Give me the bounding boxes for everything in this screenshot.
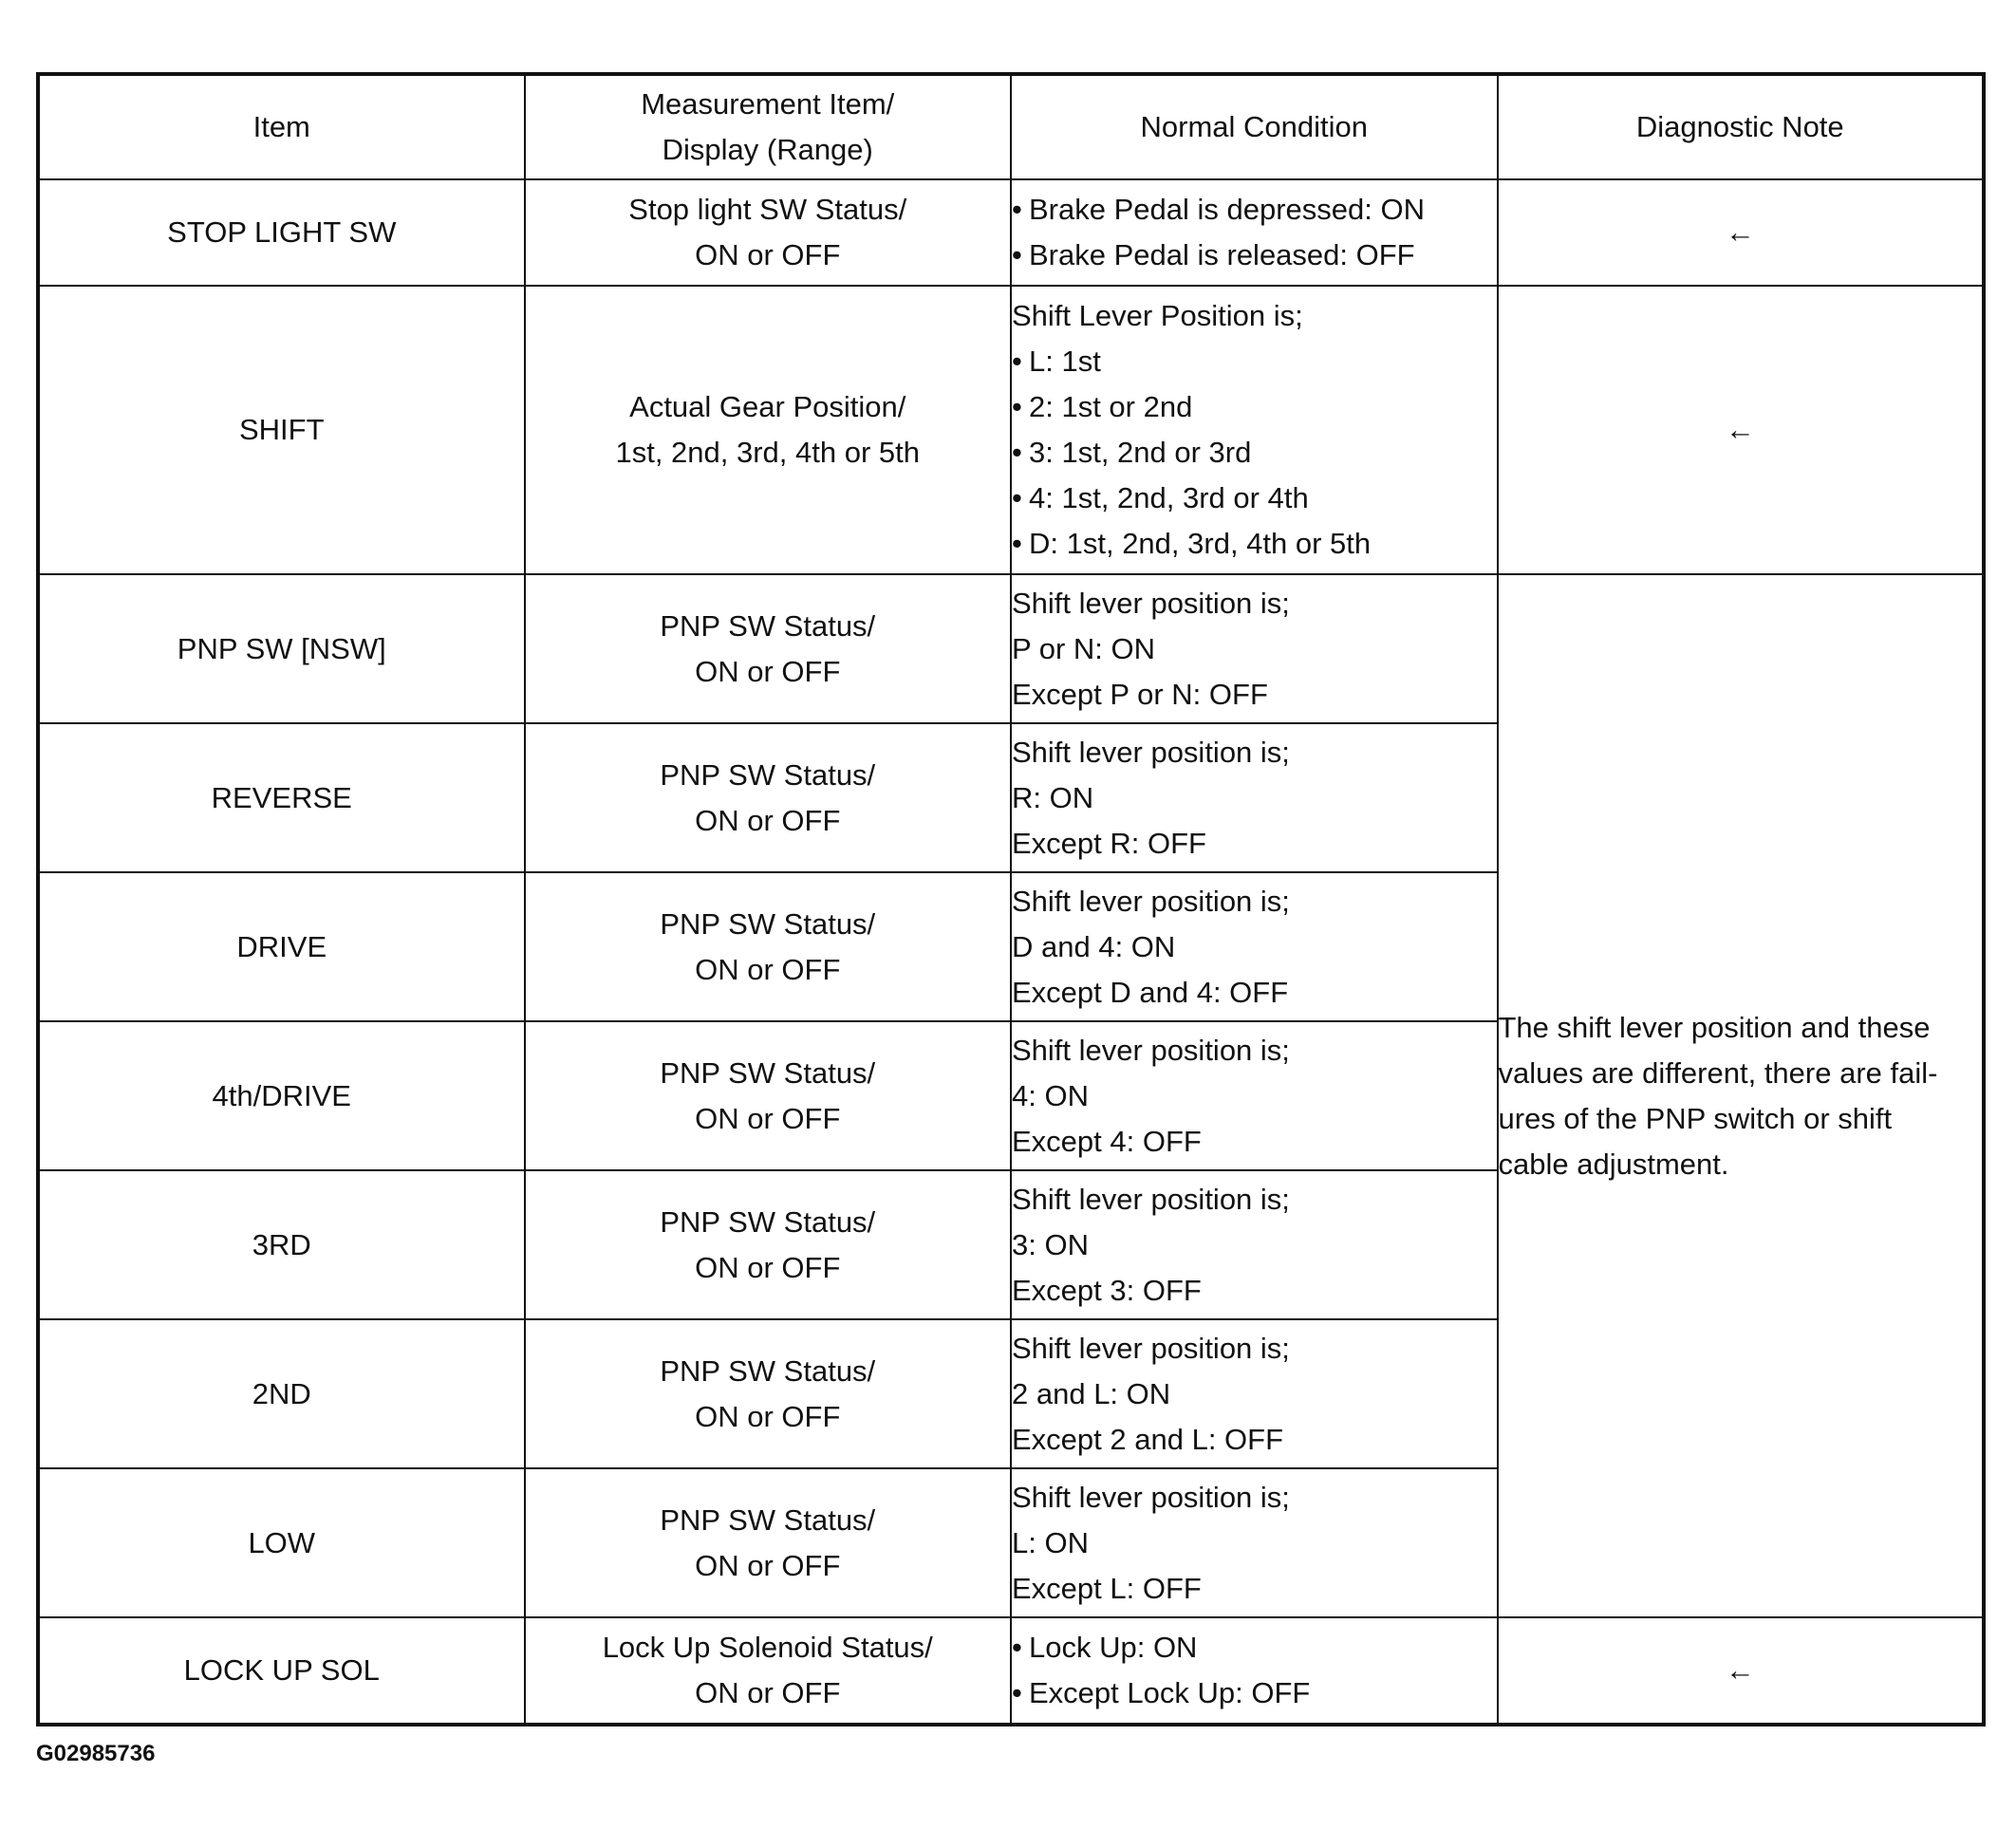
header-item: Item bbox=[38, 74, 525, 179]
condition-text: 4: ON bbox=[1012, 1078, 1089, 1112]
measurement-line: ON or OFF bbox=[695, 654, 841, 688]
bullet-icon: • bbox=[1012, 481, 1022, 514]
measurement-line: PNP SW Status/ bbox=[660, 1055, 876, 1090]
same-as-left-arrow-icon: ← bbox=[1498, 179, 1985, 286]
table-row bbox=[38, 1617, 1984, 1725]
condition-cell bbox=[1011, 1021, 1498, 1170]
measurement-line: ON or OFF bbox=[695, 803, 841, 837]
condition-bullet-line bbox=[1012, 233, 1497, 278]
note-line: cable adjustment. bbox=[1498, 1147, 1729, 1181]
condition-text: Brake Pedal is depressed: ON bbox=[1029, 193, 1425, 226]
condition-cell bbox=[1011, 1170, 1498, 1319]
measurement-cell bbox=[525, 872, 1012, 1021]
measurement-line: ON or OFF bbox=[695, 1101, 841, 1135]
condition-text: 3: 1st, 2nd or 3rd bbox=[1029, 436, 1252, 469]
condition-cell bbox=[1011, 1617, 1498, 1725]
condition-text: Shift lever position is; bbox=[1012, 586, 1290, 620]
bullet-icon: • bbox=[1012, 390, 1022, 423]
measurement-line: Lock Up Solenoid Status/ bbox=[602, 1631, 933, 1664]
condition-text: Shift lever position is; bbox=[1012, 1331, 1290, 1365]
condition-bullet-line bbox=[1012, 521, 1497, 567]
bullet-icon: • bbox=[1012, 436, 1022, 469]
condition-text: 4: 1st, 2nd, 3rd or 4th bbox=[1029, 481, 1309, 514]
condition-title: Shift Lever Position is; bbox=[1012, 299, 1303, 332]
condition-text: Shift lever position is; bbox=[1012, 1033, 1290, 1067]
item-cell: STOP LIGHT SW bbox=[38, 179, 525, 286]
same-as-left-arrow-icon: ← bbox=[1498, 286, 1985, 574]
condition-text: L: 1st bbox=[1029, 345, 1101, 378]
bullet-icon: • bbox=[1012, 527, 1022, 560]
condition-bullet-line bbox=[1012, 187, 1497, 233]
table-header-row bbox=[38, 74, 1984, 179]
note-line: ures of the PNP switch or shift bbox=[1498, 1101, 1893, 1135]
same-as-left-arrow-icon: ← bbox=[1498, 1617, 1985, 1725]
diagnostic-data-table bbox=[36, 72, 1986, 1726]
measurement-line: PNP SW Status/ bbox=[660, 757, 876, 792]
bullet-icon: • bbox=[1012, 238, 1022, 271]
condition-text: Except R: OFF bbox=[1012, 826, 1206, 860]
measurement-line: Stop light SW Status/ bbox=[628, 193, 907, 226]
condition-text: Shift lever position is; bbox=[1012, 735, 1290, 769]
condition-text: 2 and L: ON bbox=[1012, 1376, 1171, 1410]
measurement-line: ON or OFF bbox=[695, 1548, 841, 1582]
condition-text: Except 3: OFF bbox=[1012, 1273, 1202, 1307]
header-diagnostic-note: Diagnostic Note bbox=[1498, 74, 1985, 179]
measurement-line: PNP SW Status/ bbox=[660, 1204, 876, 1239]
condition-bullet-line bbox=[1012, 1670, 1497, 1716]
measurement-line: ON or OFF bbox=[695, 238, 841, 271]
condition-cell bbox=[1011, 286, 1498, 574]
condition-text: Except Lock Up: OFF bbox=[1029, 1676, 1311, 1709]
condition-cell bbox=[1011, 1468, 1498, 1617]
condition-text: Except 4: OFF bbox=[1012, 1124, 1202, 1158]
condition-bullet-line bbox=[1012, 476, 1497, 521]
condition-text: P or N: ON bbox=[1012, 631, 1156, 665]
item-cell: 4th/DRIVE bbox=[38, 1021, 525, 1170]
note-line: values are different, there are fail- bbox=[1498, 1055, 1938, 1090]
condition-text: D: 1st, 2nd, 3rd, 4th or 5th bbox=[1029, 527, 1372, 560]
condition-text: Brake Pedal is released: OFF bbox=[1029, 238, 1415, 271]
measurement-line: PNP SW Status/ bbox=[660, 906, 876, 941]
item-cell: REVERSE bbox=[38, 723, 525, 872]
measurement-line: ON or OFF bbox=[695, 1676, 841, 1709]
condition-text: R: ON bbox=[1012, 780, 1094, 814]
condition-text: Shift lever position is; bbox=[1012, 1480, 1290, 1514]
condition-text: Except D and 4: OFF bbox=[1012, 975, 1289, 1009]
condition-cell bbox=[1011, 872, 1498, 1021]
bullet-icon: • bbox=[1012, 193, 1022, 226]
measurement-line: Actual Gear Position/ bbox=[629, 390, 906, 423]
condition-cell bbox=[1011, 1319, 1498, 1468]
measurement-line: ON or OFF bbox=[695, 1399, 841, 1433]
header-measurement-line1: Measurement Item/ bbox=[641, 87, 895, 121]
measurement-cell bbox=[525, 1468, 1012, 1617]
condition-text: 2: 1st or 2nd bbox=[1029, 390, 1193, 423]
item-cell: DRIVE bbox=[38, 872, 525, 1021]
condition-text: Except 2 and L: OFF bbox=[1012, 1422, 1284, 1456]
header-normal-condition: Normal Condition bbox=[1011, 74, 1498, 179]
condition-text: D and 4: ON bbox=[1012, 929, 1176, 963]
condition-text: Shift lever position is; bbox=[1012, 884, 1290, 918]
condition-text: Shift lever position is; bbox=[1012, 1182, 1290, 1216]
condition-text: 3: ON bbox=[1012, 1227, 1089, 1261]
item-cell: 3RD bbox=[38, 1170, 525, 1319]
measurement-line: PNP SW Status/ bbox=[660, 1502, 876, 1537]
condition-cell bbox=[1011, 574, 1498, 723]
figure-code: G02985736 bbox=[36, 1741, 156, 1766]
condition-text: L: ON bbox=[1012, 1525, 1089, 1559]
measurement-line: ON or OFF bbox=[695, 1250, 841, 1284]
condition-bullet-line bbox=[1012, 384, 1497, 430]
measurement-line: PNP SW Status/ bbox=[660, 1353, 876, 1388]
condition-bullet-line bbox=[1012, 1625, 1497, 1670]
item-cell: 2ND bbox=[38, 1319, 525, 1468]
bullet-icon: • bbox=[1012, 345, 1022, 378]
condition-text: Except L: OFF bbox=[1012, 1571, 1202, 1605]
measurement-cell bbox=[525, 179, 1012, 286]
table-row bbox=[38, 286, 1984, 574]
measurement-line: 1st, 2nd, 3rd, 4th or 5th bbox=[615, 436, 921, 469]
condition-bullet-line bbox=[1012, 430, 1497, 476]
measurement-cell bbox=[525, 1021, 1012, 1170]
item-cell: SHIFT bbox=[38, 286, 525, 574]
measurement-line: PNP SW Status/ bbox=[660, 608, 876, 643]
measurement-cell bbox=[525, 723, 1012, 872]
diagnostic-note-cell bbox=[1498, 574, 1985, 1617]
item-cell: LOW bbox=[38, 1468, 525, 1617]
note-line: The shift lever position and these bbox=[1498, 1010, 1931, 1044]
condition-cell bbox=[1011, 723, 1498, 872]
measurement-line: ON or OFF bbox=[695, 952, 841, 986]
measurement-cell bbox=[525, 574, 1012, 723]
bullet-icon: • bbox=[1012, 1676, 1022, 1709]
condition-bullet-line bbox=[1012, 339, 1497, 384]
table-row bbox=[38, 179, 1984, 286]
condition-text: Except P or N: OFF bbox=[1012, 677, 1268, 711]
item-cell: LOCK UP SOL bbox=[38, 1617, 525, 1725]
condition-text: Lock Up: ON bbox=[1029, 1631, 1198, 1664]
measurement-cell bbox=[525, 1617, 1012, 1725]
measurement-cell bbox=[525, 1170, 1012, 1319]
header-measurement bbox=[525, 74, 1012, 179]
measurement-cell bbox=[525, 1319, 1012, 1468]
bullet-icon: • bbox=[1012, 1631, 1022, 1664]
item-cell: PNP SW [NSW] bbox=[38, 574, 525, 723]
table-row bbox=[38, 574, 1984, 723]
measurement-cell bbox=[525, 286, 1012, 574]
condition-cell bbox=[1011, 179, 1498, 286]
header-measurement-line2: Display (Range) bbox=[662, 133, 873, 166]
